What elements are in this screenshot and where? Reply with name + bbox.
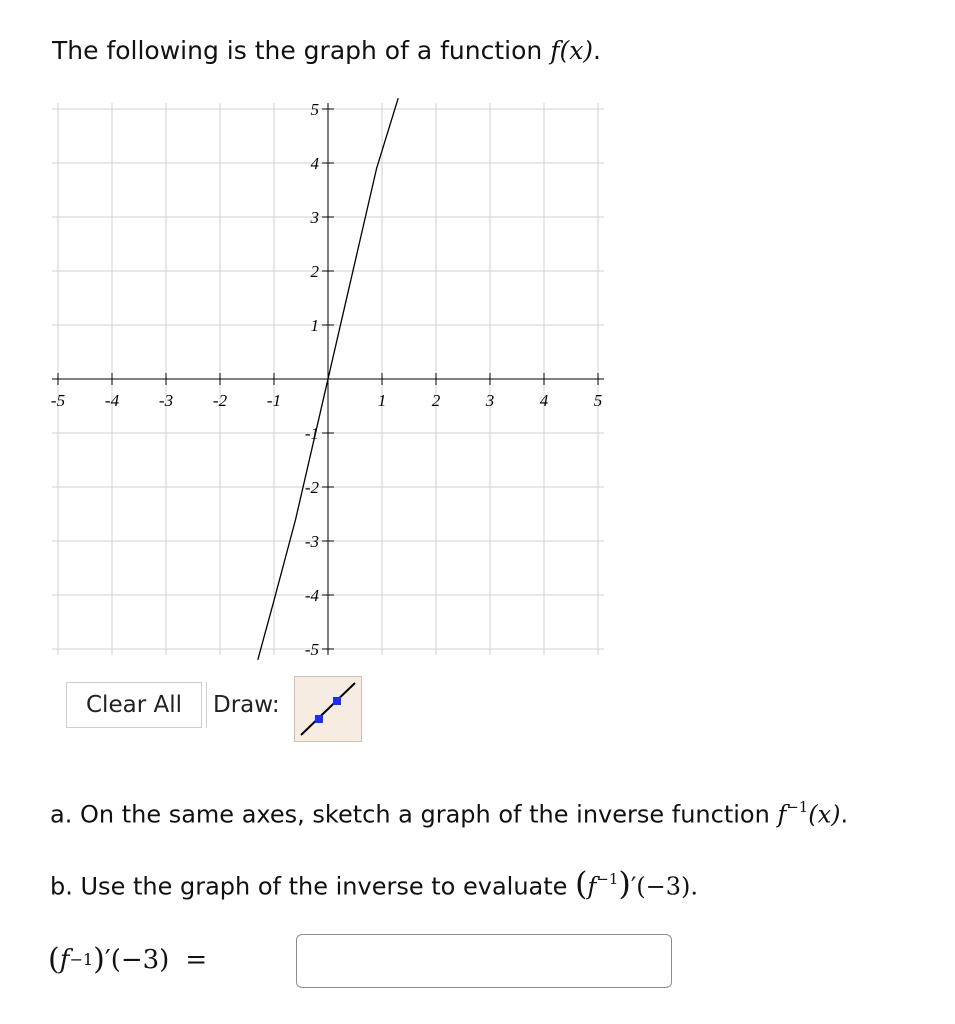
drawing-toolbar [66,676,362,742]
x-tick-label: -4 [104,391,120,410]
y-tick-label: -2 [304,478,319,497]
function-graph[interactable] [48,96,618,666]
x-tick-label: -1 [266,391,282,410]
y-tick-label: 2 [310,262,319,281]
x-tick-label: -3 [158,391,174,410]
y-tick-label: -5 [304,640,319,659]
y-tick-label: -1 [304,424,319,443]
question-a: a. On the same axes, sketch a graph of the inverse function $f^{-1}(x)$. [50,798,849,829]
x-tick-label: 5 [593,391,603,410]
x-tick-label: 2 [431,391,441,410]
x-tick-label: 3 [485,391,495,410]
y-tick-label: -3 [304,532,319,551]
y-tick-label: 4 [310,154,319,173]
y-tick-label: -4 [304,586,319,605]
problem-intro: The following is the graph of a function f(x). [52,36,601,65]
x-tick-label: -5 [50,391,66,410]
answer-prompt: ( f −1 ) ′(−3) = [48,942,208,977]
y-tick-label: 3 [310,208,319,227]
draw-label: Draw: [206,682,292,728]
clear-all-button[interactable]: Clear All [66,682,202,728]
function-notation: f(x) [550,36,594,65]
x-tick-label: 1 [377,391,387,410]
line-tool-button[interactable] [294,676,362,742]
line-tool-icon [295,677,361,741]
answer-input[interactable] [296,934,672,988]
intro-text: The following is the graph of a function [52,36,551,65]
x-tick-label: 4 [539,391,549,410]
question-b: b. Use the graph of the inverse to evaluate $(f^{-1})'(-3)$. [50,864,699,903]
x-tick-label: -2 [212,391,228,410]
y-tick-label: 5 [310,100,319,119]
y-tick-label: 1 [310,316,319,335]
